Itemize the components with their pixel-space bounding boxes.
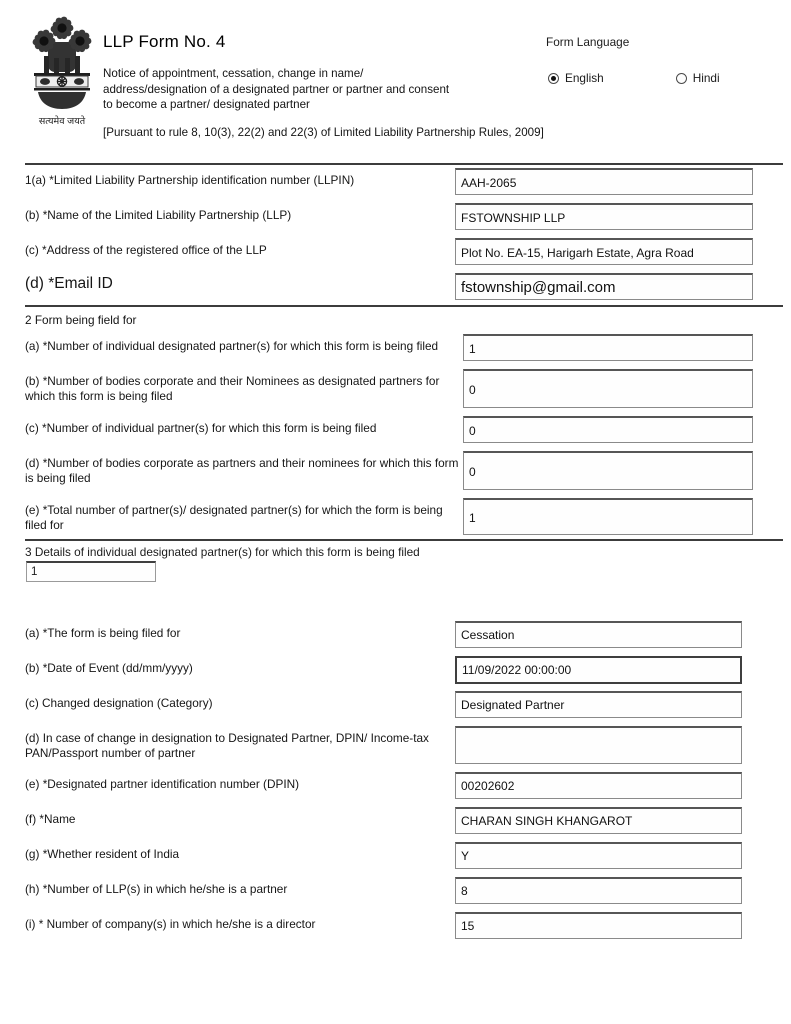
llpin-label: 1(a) *Limited Liability Partnership identification number (LLPIN) (25, 173, 355, 187)
individual-partner-count-label: (c) *Number of individual partner(s) for which this form is being filed (25, 421, 377, 435)
company-director-count-label: (i) * Number of company(s) in which he/she is a director (25, 916, 316, 931)
dpin-label: (e) *Designated partner identification number (DPIN) (25, 776, 300, 791)
radio-english-label: English (565, 71, 604, 85)
dpin-input[interactable] (455, 772, 742, 799)
total-partner-count-label: (e) *Total number of partner(s)/ designated partner(s) for which the form is being filed for (25, 503, 443, 533)
field-row-company-director-count (25, 912, 742, 939)
llp-name-label: (b) *Name of the Limited Liability Partnership (LLP) (25, 208, 292, 222)
llp-address-input[interactable] (455, 238, 753, 265)
email-label: (d) *Email ID (25, 275, 113, 292)
field-row-bodies-corporate-partner-count (25, 451, 753, 490)
individual-partner-count-value: 0 (469, 423, 476, 438)
resident-of-india-input[interactable] (455, 842, 742, 869)
llp-partner-count-value: 8 (461, 884, 468, 898)
partner-name-value: CHARAN SINGH KHANGAROT (461, 814, 633, 828)
bodies-corporate-dp-count-value: 0 (469, 382, 476, 397)
partner-details-count-input[interactable] (26, 561, 156, 582)
changed-designation-input[interactable] (455, 691, 742, 718)
field-row-changed-designation (25, 691, 742, 718)
llp-name-input[interactable] (455, 203, 753, 230)
radio-hindi-label: Hindi (692, 71, 720, 85)
partner-name-label: (f) *Name (25, 811, 76, 826)
form-description: Notice of appointment, cessation, change in name/ address/designation of a designated partner or partner and consent to become a partner/ designated partner (103, 67, 450, 112)
company-director-count-value: 15 (461, 919, 475, 933)
national-emblem-icon (24, 12, 100, 130)
partner-name-input[interactable] (455, 807, 742, 834)
llp-address-value: Plot No. EA-15, Harigarh Estate, Agra Road (461, 245, 694, 260)
form-language-label: Form Language (546, 35, 630, 49)
field-row-llp-partner-count (25, 877, 742, 904)
field-row-bodies-corporate-dp-count (25, 369, 753, 408)
pursuant-rule-text: [Pursuant to rule 8, 10(3), 22(2) and 22(3) of Limited Liability Partnership Rules, 2009] (103, 126, 544, 139)
bodies-corporate-partner-count-label: (d) *Number of bodies corporate as partners and their nominees for which this form is being filed (25, 456, 459, 486)
form-filed-for-label: (a) *The form is being filed for (25, 625, 181, 640)
partner-details-count-value: 1 (31, 565, 38, 578)
page-title: LLP Form No. 4 (103, 32, 226, 51)
bodies-corporate-dp-count-label: (b) *Number of bodies corporate and their Nominees as designated partners for which this form is being filed (25, 374, 440, 404)
llpin-input[interactable] (455, 168, 753, 195)
radio-hindi[interactable] (676, 71, 720, 85)
field-row-form-filed-for (25, 621, 742, 648)
field-row-change-designation-id (25, 726, 742, 764)
field-row-dpin (25, 772, 742, 799)
individual-dp-count-label: (a) *Number of individual designated partner(s) for which this form is being filed (25, 339, 439, 353)
individual-dp-count-value: 1 (469, 341, 476, 356)
company-director-count-input[interactable] (455, 912, 742, 939)
bodies-corporate-partner-count-value: 0 (469, 464, 476, 479)
field-row-date-of-event (25, 656, 742, 684)
section-2 (0, 334, 791, 535)
change-designation-id-input[interactable] (455, 726, 742, 764)
section-3-gap (0, 582, 791, 621)
field-row-llp-address (25, 238, 753, 265)
change-designation-id-label: (d) In case of change in designation to Designated Partner, DPIN/ Income-tax PAN/Passport number of partner (25, 730, 429, 760)
field-row-resident-of-india (25, 842, 742, 869)
form-header (0, 0, 791, 163)
llp-partner-count-label: (h) *Number of LLP(s) in which he/she is a partner (25, 881, 288, 896)
section-2-heading: 2 Form being field for (25, 313, 137, 327)
emblem-caption: सत्यमेव जयते (38, 116, 86, 127)
date-of-event-label: (b) *Date of Event (dd/mm/yyyy) (25, 660, 193, 675)
llpin-value: AAH-2065 (461, 175, 517, 190)
field-row-partner-name (25, 807, 742, 834)
total-partner-count-input[interactable] (463, 498, 753, 535)
field-row-llpin (25, 168, 753, 195)
form-language-radio-group (548, 71, 720, 85)
section-3 (0, 621, 791, 939)
section-1 (0, 165, 791, 300)
form-filed-for-input[interactable] (455, 621, 742, 648)
changed-designation-value: Designated Partner (461, 698, 565, 712)
field-row-individual-dp-count (25, 334, 753, 361)
email-input[interactable] (455, 273, 753, 300)
individual-dp-count-input[interactable] (463, 334, 753, 361)
email-value: fstownship@gmail.com (461, 279, 616, 296)
resident-of-india-value: Y (461, 849, 470, 863)
section-3-heading: 3 Details of individual designated partner(s) for which this form is being filed (25, 545, 420, 559)
llp-address-label: (c) *Address of the registered office of the LLP (25, 243, 267, 257)
total-partner-count-value: 1 (469, 510, 476, 525)
bodies-corporate-dp-count-input[interactable] (463, 369, 753, 408)
date-of-event-input[interactable] (455, 656, 742, 684)
resident-of-india-label: (g) *Whether resident of India (25, 846, 180, 861)
field-row-email (25, 273, 753, 300)
llp-partner-count-input[interactable] (455, 877, 742, 904)
form-filed-for-value: Cessation (461, 628, 515, 642)
changed-designation-label: (c) Changed designation (Category) (25, 695, 213, 710)
llp-name-value: FSTOWNSHIP LLP (461, 210, 566, 225)
radio-english[interactable] (548, 71, 604, 85)
individual-partner-count-input[interactable] (463, 416, 753, 443)
field-row-total-partner-count (25, 498, 753, 535)
radio-english-icon[interactable] (548, 73, 559, 84)
field-row-individual-partner-count (25, 416, 753, 443)
bodies-corporate-partner-count-input[interactable] (463, 451, 753, 490)
dpin-value: 00202602 (461, 779, 515, 793)
date-of-event-value: 11/09/2022 00:00:00 (462, 663, 572, 677)
field-row-llp-name (25, 203, 753, 230)
radio-hindi-icon[interactable] (676, 73, 687, 84)
